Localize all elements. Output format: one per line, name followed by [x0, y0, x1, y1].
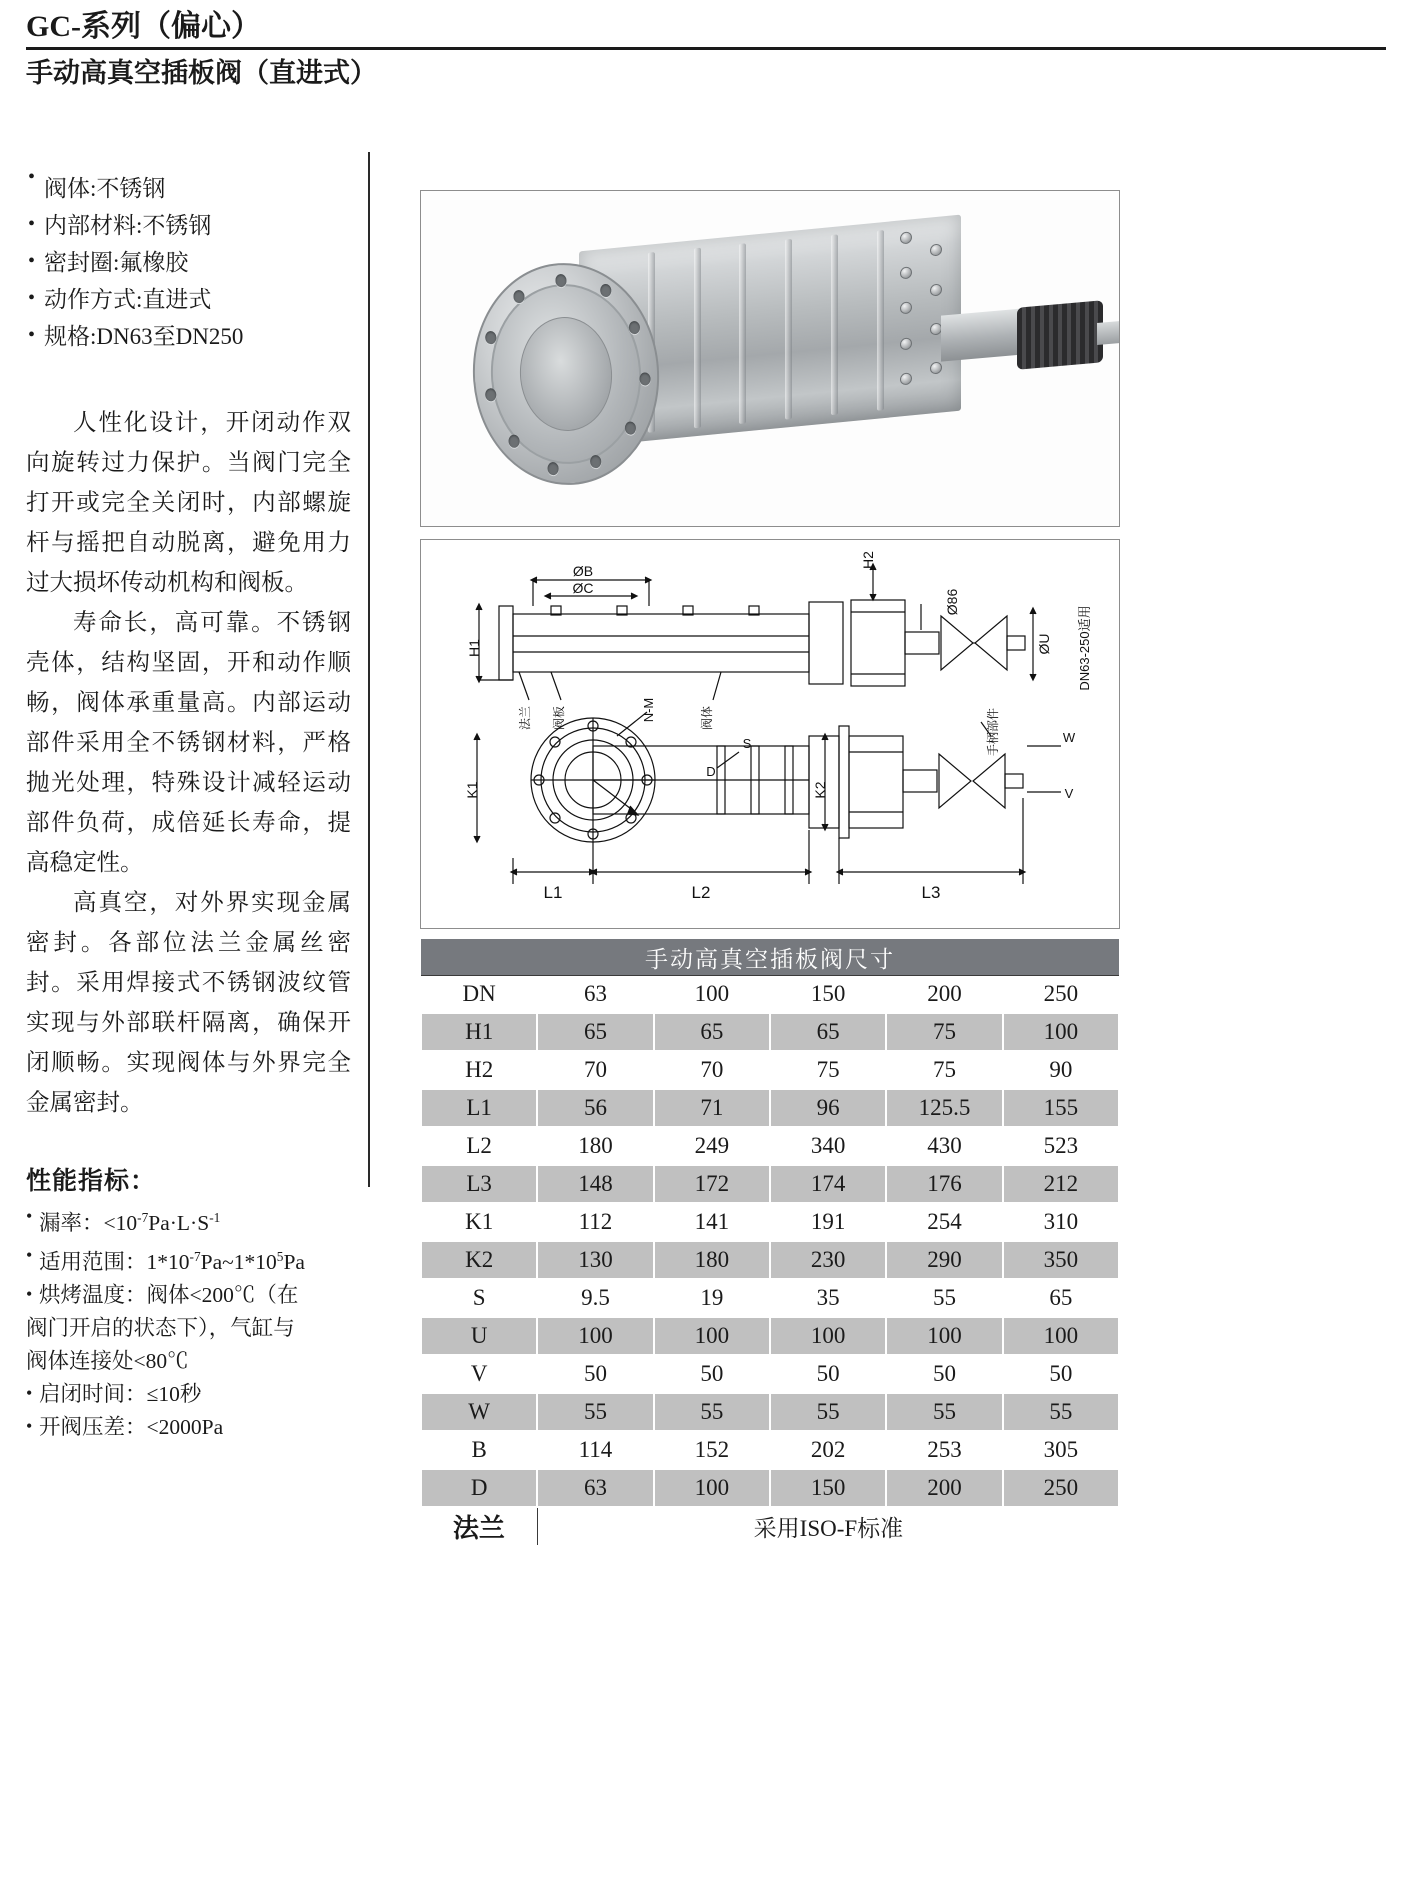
cell: 100 — [1003, 1013, 1119, 1051]
column-header: 100 — [654, 976, 770, 1014]
cell: 100 — [770, 1317, 886, 1355]
perf-unit: Pa·L·S — [148, 1211, 210, 1236]
list-item: • 动作方式:直进式 — [26, 281, 351, 318]
product-title: 手动高真空插板阀（直进式） — [26, 57, 377, 88]
table-flange-row — [421, 1507, 1119, 1545]
cell: 150 — [770, 1469, 886, 1507]
table-row — [421, 1165, 1119, 1203]
table-header-row — [421, 976, 1119, 1014]
table-row — [421, 1393, 1119, 1431]
cell: 305 — [1003, 1431, 1119, 1469]
cell: 50 — [1003, 1355, 1119, 1393]
spec-bullet-list — [26, 170, 351, 355]
cell: 90 — [1003, 1051, 1119, 1089]
perf-label: 适用范围： — [39, 1250, 147, 1275]
table-row — [421, 1051, 1119, 1089]
cell: 55 — [770, 1393, 886, 1431]
cell: 100 — [1003, 1317, 1119, 1355]
drawing-label-w: W — [1062, 730, 1076, 745]
right-column — [420, 190, 1120, 1545]
cell: 96 — [770, 1089, 886, 1127]
row-label: U — [421, 1317, 537, 1355]
column-header: 150 — [770, 976, 886, 1014]
performance-list — [26, 1201, 351, 1444]
cell: 340 — [770, 1127, 886, 1165]
dimension-table-wrapper — [420, 939, 1120, 1545]
cell: 350 — [1003, 1241, 1119, 1279]
drawing-label-n-m: N-M — [641, 697, 656, 723]
cell: 250 — [1003, 1469, 1119, 1507]
list-item — [26, 1279, 351, 1312]
perf-value: ≤10秒 — [146, 1382, 202, 1407]
row-label: L1 — [421, 1089, 537, 1127]
row-label: B — [421, 1431, 537, 1469]
list-item: • 密封圈:氟橡胶 — [26, 244, 351, 281]
cell: 290 — [886, 1241, 1002, 1279]
description-body — [26, 403, 351, 1123]
drawing-label-diaB: ØB — [572, 563, 594, 579]
drawing-label-h2: H2 — [860, 551, 876, 569]
cell: 100 — [886, 1317, 1002, 1355]
paragraph: 人性化设计，开闭动作双向旋转过力保护。当阀门完全打开或完全关闭时，内部螺旋杆与摇把自动脱离，避免用力过大损坏传动机构和阀板。 — [26, 410, 351, 596]
drawing-svg — [421, 540, 1117, 926]
table-row — [421, 1355, 1119, 1393]
cell: 180 — [537, 1127, 653, 1165]
cell: 75 — [770, 1051, 886, 1089]
cell: 50 — [537, 1355, 653, 1393]
list-item: • 规格:DN63至DN250 — [26, 318, 351, 355]
cell: 55 — [886, 1279, 1002, 1317]
flange-row-label: 法兰 — [421, 1507, 537, 1545]
row-label: L3 — [421, 1165, 537, 1203]
cell: 191 — [770, 1203, 886, 1241]
cell: 176 — [886, 1165, 1002, 1203]
product-photo — [420, 190, 1120, 527]
drawing-label-dia86: Ø86 — [944, 588, 960, 616]
cell: 100 — [654, 1469, 770, 1507]
cell: 112 — [537, 1203, 653, 1241]
cell: 180 — [654, 1241, 770, 1279]
cell: 148 — [537, 1165, 653, 1203]
table-title-row — [421, 939, 1119, 976]
row-label: S — [421, 1279, 537, 1317]
table-title: 手动高真空插板阀尺寸 — [421, 939, 1119, 976]
perf-value: <10 — [103, 1211, 138, 1236]
cell: 212 — [1003, 1165, 1119, 1203]
perf-exponent: -7 — [137, 1210, 149, 1225]
row-label: H1 — [421, 1013, 537, 1051]
cell: 100 — [537, 1317, 653, 1355]
list-item: • 内部材料:不锈钢 — [26, 207, 351, 244]
cell: 71 — [654, 1089, 770, 1127]
list-item-continuation: 阀体连接处<80℃ — [26, 1349, 189, 1374]
column-header: 63 — [537, 976, 653, 1014]
drawing-label-l2: L2 — [691, 883, 711, 902]
left-column — [26, 170, 351, 1444]
table-row — [421, 1317, 1119, 1355]
cell: 55 — [886, 1393, 1002, 1431]
cell: 65 — [1003, 1279, 1119, 1317]
cell: 65 — [537, 1013, 653, 1051]
list-item: • 阀体:不锈钢 — [26, 170, 351, 207]
cell: 172 — [654, 1165, 770, 1203]
flange-row-value: 采用ISO-F标准 — [537, 1507, 1119, 1545]
cell: 155 — [1003, 1089, 1119, 1127]
perf-unit: Pa~1*10 — [200, 1250, 277, 1275]
cell: 55 — [1003, 1393, 1119, 1431]
cell: 310 — [1003, 1203, 1119, 1241]
perf-label: 漏率： — [39, 1211, 104, 1236]
list-item — [26, 1201, 351, 1240]
drawing-label-s: S — [742, 736, 752, 751]
perf-label: 烘烤温度： — [39, 1283, 147, 1308]
table-row — [421, 1203, 1119, 1241]
cell: 75 — [886, 1051, 1002, 1089]
cell: 35 — [770, 1279, 886, 1317]
cell: 70 — [537, 1051, 653, 1089]
table-row — [421, 1241, 1119, 1279]
table-row — [421, 1469, 1119, 1507]
drawing-label-l3: L3 — [921, 883, 941, 902]
cell: 9.5 — [537, 1279, 653, 1317]
cell: 523 — [1003, 1127, 1119, 1165]
drawing-label-handle-note: 手柄部件 — [986, 707, 1000, 757]
cell: 114 — [537, 1431, 653, 1469]
row-label: K2 — [421, 1241, 537, 1279]
drawing-label-k1: K1 — [464, 781, 480, 799]
valve-shaft-illustration — [941, 308, 1023, 361]
cell: 55 — [654, 1393, 770, 1431]
dimension-table — [420, 939, 1120, 1545]
perf-unit-2: Pa — [283, 1250, 305, 1275]
cell: 254 — [886, 1203, 1002, 1241]
drawing-label-l1: L1 — [543, 883, 563, 902]
column-header: 200 — [886, 976, 1002, 1014]
valve-stem-illustration — [1097, 319, 1120, 345]
photo-canvas — [421, 191, 1119, 526]
performance-heading: 性能指标： — [26, 1167, 157, 1195]
cell: 125.5 — [886, 1089, 1002, 1127]
drawing-label-plate-note: 阀板 — [552, 705, 566, 731]
cell: 200 — [886, 1469, 1002, 1507]
row-label: D — [421, 1469, 537, 1507]
cell: 141 — [654, 1203, 770, 1241]
cell: 130 — [537, 1241, 653, 1279]
perf-exponent-2: -1 — [209, 1210, 221, 1225]
perf-value: 阀体<200℃（在 — [146, 1283, 299, 1308]
drawing-label-k2: K2 — [812, 781, 828, 799]
cell: 430 — [886, 1127, 1002, 1165]
paragraph: 寿命长，高可靠。不锈钢壳体，结构坚固，开和动作顺畅，阀体承重量高。内部运动部件采用全不锈钢材料，严格抛光处理，特殊设计减轻运动部件负荷，成倍延长寿命，提高稳定性。 — [26, 610, 351, 876]
cell: 152 — [654, 1431, 770, 1469]
list-item — [26, 1378, 351, 1411]
drawing-label-diaC: ØC — [572, 580, 594, 596]
table-row — [421, 1279, 1119, 1317]
perf-label: 启闭时间： — [39, 1382, 147, 1407]
drawing-label-diaU: ØU — [1036, 633, 1052, 655]
series-title: GC-系列（偏心） — [26, 10, 261, 43]
valve-bellows-illustration — [1017, 300, 1103, 370]
cell: 100 — [654, 1317, 770, 1355]
list-item — [26, 1240, 351, 1279]
cell: 174 — [770, 1165, 886, 1203]
cell: 50 — [770, 1355, 886, 1393]
perf-exponent-2: 5 — [276, 1249, 284, 1265]
drawing-label-h1: H1 — [466, 639, 482, 657]
perf-exponent: -7 — [189, 1249, 201, 1265]
drawing-label-d: D — [706, 764, 716, 779]
cell: 75 — [886, 1013, 1002, 1051]
list-item — [26, 1411, 351, 1444]
cell: 63 — [537, 1469, 653, 1507]
cell: 70 — [654, 1051, 770, 1089]
cell: 55 — [537, 1393, 653, 1431]
drawing-label-flange-note: 法兰 — [518, 705, 532, 731]
cell: 253 — [886, 1431, 1002, 1469]
row-label: L2 — [421, 1127, 537, 1165]
drawing-label-v: V — [1064, 786, 1074, 801]
cell: 56 — [537, 1089, 653, 1127]
cell: 19 — [654, 1279, 770, 1317]
cell: 50 — [886, 1355, 1002, 1393]
cell: 249 — [654, 1127, 770, 1165]
perf-value: <2000Pa — [146, 1415, 224, 1440]
table-row — [421, 1013, 1119, 1051]
row-label: W — [421, 1393, 537, 1431]
cell: 202 — [770, 1431, 886, 1469]
drawing-label-range-note: DN63-250适用 — [1077, 605, 1092, 691]
table-row — [421, 1127, 1119, 1165]
technical-drawing — [420, 539, 1120, 929]
cell: 230 — [770, 1241, 886, 1279]
column-header: 250 — [1003, 976, 1119, 1014]
paragraph: 高真空，对外界实现金属密封。各部位法兰金属丝密封。采用焊接式不锈钢波纹管实现与外部联杆隔离，确保开闭顺畅。实现阀体与外界完全金属密封。 — [26, 890, 351, 1116]
drawing-label-body-note: 阀体 — [700, 705, 714, 731]
cell: 50 — [654, 1355, 770, 1393]
table-row — [421, 1431, 1119, 1469]
column-divider — [368, 152, 370, 1187]
table-row — [421, 1089, 1119, 1127]
row-label: K1 — [421, 1203, 537, 1241]
cell: 65 — [654, 1013, 770, 1051]
row-label: H2 — [421, 1051, 537, 1089]
column-header-dn: DN — [421, 976, 537, 1014]
row-label: V — [421, 1355, 537, 1393]
cell: 65 — [770, 1013, 886, 1051]
page-header — [0, 0, 1413, 89]
perf-label: 开阀压差： — [39, 1415, 147, 1440]
list-item-continuation: 阀门开启的状态下），气缸与 — [26, 1316, 295, 1341]
perf-value: 1*10 — [146, 1250, 190, 1275]
